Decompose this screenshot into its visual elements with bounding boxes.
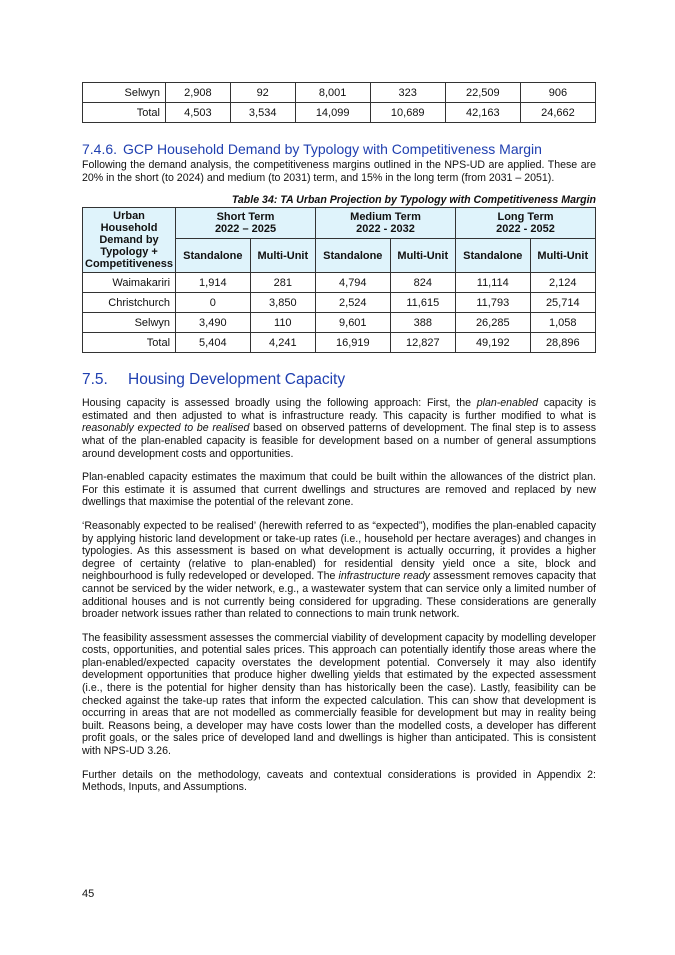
table-cell: 16,919: [316, 333, 391, 353]
table-cell: 2,908: [166, 83, 231, 103]
table-cell: 26,285: [456, 313, 531, 333]
table-cell: 11,114: [456, 273, 531, 293]
table-cell: 28,896: [530, 333, 595, 353]
table-34: [82, 207, 596, 353]
table-cell: 2,124: [530, 273, 595, 293]
column-header: Standalone: [176, 239, 251, 273]
row-label: Total: [83, 333, 176, 353]
section-number: 7.4.6.: [82, 141, 118, 157]
table-cell: 824: [390, 273, 455, 293]
page-content: [82, 82, 596, 794]
column-header: Standalone: [316, 239, 391, 273]
column-header: Multi-Unit: [250, 239, 315, 273]
table-row: [83, 273, 596, 293]
table-row: [83, 293, 596, 313]
table-cell: 1,058: [530, 313, 595, 333]
term-header: [456, 208, 596, 239]
table-row: [83, 83, 596, 103]
page-number: 45: [82, 888, 95, 900]
text-run: based on observed patterns of development. The final step is to assess what of the plan-enabled capacity is feasible for development based on a number of general assumptions around development costs and opportunities.: [82, 422, 596, 460]
term-name: Long Term: [497, 211, 554, 224]
section-title: Housing Development Capacity: [128, 371, 346, 389]
table-cell: 11,793: [456, 293, 531, 313]
table-cell: 110: [250, 313, 315, 333]
text-run: Housing capacity is assessed broadly using the following approach: First, the: [82, 397, 477, 410]
table-cell: 4,503: [166, 103, 231, 123]
section-heading-75: [82, 371, 596, 389]
table-cell: 4,241: [250, 333, 315, 353]
table-cell: 42,163: [445, 103, 520, 123]
text-run: ‘Reasonably expected to be realised’ (herewith referred to as “expected”), modifies the plan-enabled capacity by applying historic land development or take-up rates (i.e., household per hectare averages) and changes in typologies. As this assessment is based on what development is actually occurring, it provides a higher degree of certainty (relative to plan-enabled) for residential density yield once a site, block and neighbourhood is fully redeveloped or developed. The: [82, 519, 596, 583]
row-label: Selwyn: [83, 313, 176, 333]
table-cell: 92: [230, 83, 295, 103]
table-cell: 10,689: [370, 103, 445, 123]
emphasis: plan-enabled: [476, 397, 538, 410]
table-cell: 0: [176, 293, 251, 313]
table-cell: 22,509: [445, 83, 520, 103]
term-name: Medium Term: [350, 211, 421, 224]
table-cell: 906: [520, 83, 595, 103]
paragraph: Following the demand analysis, the competitiveness margins outlined in the NPS-UD are applied. These are 20% in the short (to 2024) and medium (to 2031) term, and 15% in the long term (from 2031 – 2051).: [82, 159, 596, 184]
paragraph: Plan-enabled capacity estimates the maximum that could be built within the allowances of the district plan. For this estimate it is assumed that current dwellings and structures are removed and replaced by new dwellings that maximise the potential of the relevant zone.: [82, 471, 596, 509]
table-cell: 281: [250, 273, 315, 293]
section-number: 7.5.: [82, 371, 108, 389]
table-cell: 8,001: [295, 83, 370, 103]
table-cell: 3,490: [176, 313, 251, 333]
table-row: [83, 333, 596, 353]
paragraph: [82, 397, 596, 460]
table-cell: 49,192: [456, 333, 531, 353]
term-name: Short Term: [216, 211, 275, 224]
term-range: 2022 – 2025: [214, 223, 277, 236]
table-cell: 3,850: [250, 293, 315, 313]
table-cell: 14,099: [295, 103, 370, 123]
term-range: 2022 - 2032: [356, 223, 415, 236]
column-header: Standalone: [456, 239, 531, 273]
emphasis: reasonably expected to be realised: [82, 422, 250, 435]
table-caption: Table 34: TA Urban Projection by Typology with Competitiveness Margin: [231, 194, 596, 207]
previous-table-end: [82, 82, 596, 123]
paragraph: [82, 520, 596, 621]
emphasis: infrastructure ready: [338, 570, 430, 583]
table-cell: 4,794: [316, 273, 391, 293]
table-cell: 3,534: [230, 103, 295, 123]
corner-header: Urban Household Demand by Typology + Competitiveness: [83, 208, 176, 273]
table-cell: 388: [390, 313, 455, 333]
section-heading-746: [82, 141, 596, 157]
row-label: Total: [83, 103, 166, 123]
table-row: [83, 313, 596, 333]
term-range: 2022 - 2052: [496, 223, 555, 236]
table-cell: 5,404: [176, 333, 251, 353]
text-run: capacity is estimated and then adjusted to what is infrastructure ready. This capacity is further modified to what is: [82, 397, 596, 422]
table-cell: 12,827: [390, 333, 455, 353]
paragraph: Further details on the methodology, caveats and contextual considerations is provided in Appendix 2: Methods, Inputs, and Assumptions.: [82, 768, 596, 794]
table-row: [83, 103, 596, 123]
column-header: Multi-Unit: [530, 239, 595, 273]
table-cell: 25,714: [530, 293, 595, 313]
term-header: [316, 208, 456, 239]
table-cell: 1,914: [176, 273, 251, 293]
term-header: [176, 208, 316, 239]
row-label: Waimakariri: [83, 273, 176, 293]
row-label: Christchurch: [83, 293, 176, 313]
row-label: Selwyn: [83, 83, 166, 103]
paragraph: The feasibility assessment assesses the commercial viability of development capacity by modelling developer costs, opportunities, and potential sales prices. This approach can potentially identify those areas where the plan-enabled/expected capacity overstates the development potential. Conversely it may also identify development opportunities that produce higher dwelling yields that estimated by the expected assessment (i.e., there is the potential for higher density than has historically been the case). Lastly, feasibility can be checked against the take-up rates that inform the expected calculation. This can show that development is occurring in areas that are not modelled as commercially feasible for development but may in reality being built. Reasons being, a developer may have costs lower than the modelled costs, a developer has different profit goals, or the sales price of developed land and dwellings is higher than anticipated. This is consistent with NPS-UD 3.26.: [82, 631, 596, 758]
column-header: Multi-Unit: [390, 239, 455, 273]
text-run: assessment removes capacity that cannot be serviced by the wider network, e.g., a wastewater system that can service only a limited number of additional houses and is not currently being considered for upgrading. These considerations are generally broader network issues rather than related to connections to main trunk network.: [82, 570, 596, 621]
table-cell: 24,662: [520, 103, 595, 123]
table-cell: 2,524: [316, 293, 391, 313]
table-cell: 11,615: [390, 293, 455, 313]
section-title: GCP Household Demand by Typology with Competitiveness Margin: [123, 141, 542, 157]
table-cell: 9,601: [316, 313, 391, 333]
table-cell: 323: [370, 83, 445, 103]
